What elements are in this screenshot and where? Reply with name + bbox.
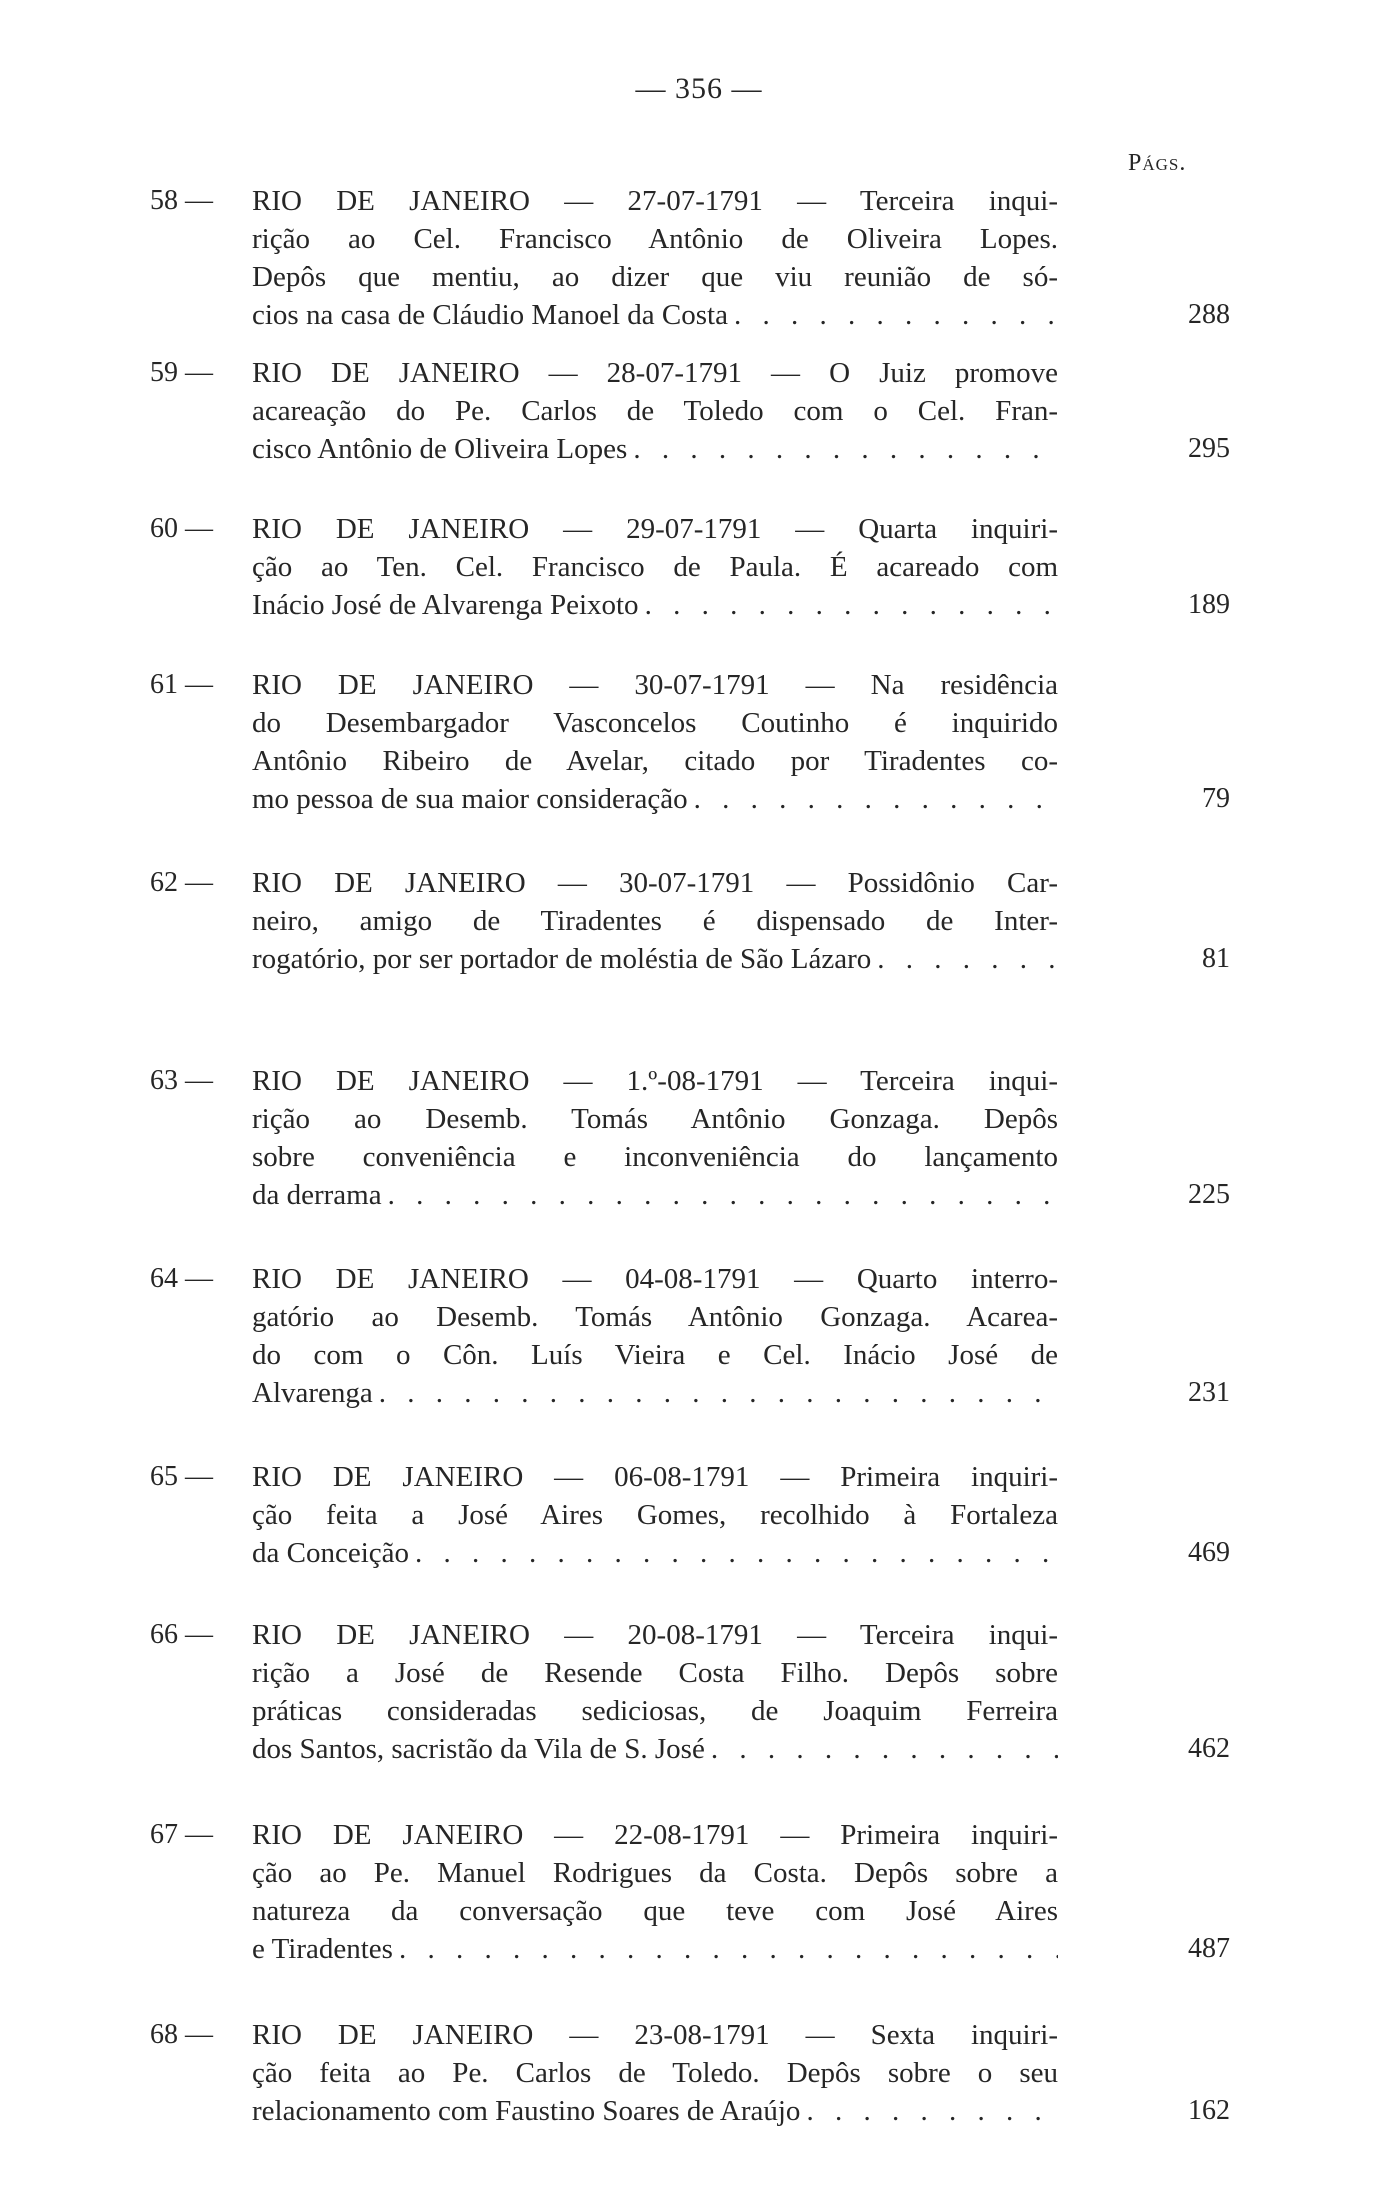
entry-line: ção feita a José Aires Gomes, recolhido à Fortaleza bbox=[252, 1499, 1058, 1531]
entry-line-text: rogatório, por ser portador de moléstia de São Lázaro bbox=[252, 943, 872, 975]
entry-line: ção feita ao Pe. Carlos de Toledo. Depôs sobre o seu bbox=[252, 2057, 1058, 2089]
index-entry bbox=[0, 1458, 1398, 1630]
index-entry bbox=[0, 182, 1398, 354]
entry-line: neiro, amigo de Tiradentes é dispensado de Inter- bbox=[252, 905, 1058, 937]
entry-page-ref: 469 bbox=[1188, 1537, 1230, 1568]
entry-number: 63 — bbox=[150, 1065, 213, 1096]
entry-text bbox=[252, 1816, 1058, 1968]
entry-line-text: relacionamento com Faustino Soares de Araújo bbox=[252, 2095, 801, 2127]
entry-number: 60 — bbox=[150, 513, 213, 544]
entry-line-last bbox=[252, 940, 1058, 978]
entry-line: RIO DE JANEIRO — 22-08-1791 — Primeira inquiri- bbox=[252, 1819, 1058, 1851]
dot-leader bbox=[633, 430, 1058, 468]
entry-line: sobre conveniência e inconveniência do lançamento bbox=[252, 1141, 1058, 1173]
entry-line-last bbox=[252, 2092, 1058, 2130]
index-entry bbox=[0, 354, 1398, 526]
page-number: — 356 — bbox=[635, 72, 763, 105]
index-entry bbox=[0, 1816, 1398, 1988]
entry-page-ref: 231 bbox=[1188, 1377, 1230, 1408]
entry-line-last bbox=[252, 780, 1058, 818]
entry-line-last bbox=[252, 586, 1058, 624]
entry-text bbox=[252, 666, 1058, 818]
entry-number: 67 — bbox=[150, 1819, 213, 1850]
dot-leader bbox=[806, 2092, 1058, 2130]
entry-line-text: Alvarenga bbox=[252, 1377, 373, 1409]
entry-line-last bbox=[252, 1730, 1058, 1768]
entry-line-text: cios na casa de Cláudio Manoel da Costa bbox=[252, 299, 728, 331]
entry-line-text: da Conceição bbox=[252, 1537, 410, 1569]
entry-number: 62 — bbox=[150, 867, 213, 898]
entry-line: gatório ao Desemb. Tomás Antônio Gonzaga. Acarea- bbox=[252, 1301, 1058, 1333]
index-entry bbox=[0, 1260, 1398, 1432]
entry-line-last bbox=[252, 1930, 1058, 1968]
entry-number: 61 — bbox=[150, 669, 213, 700]
dot-leader bbox=[399, 1930, 1058, 1968]
entry-line: Depôs que mentiu, ao dizer que viu reunião de só- bbox=[252, 261, 1058, 293]
entry-line: Antônio Ribeiro de Avelar, citado por Tiradentes co- bbox=[252, 745, 1058, 777]
entry-text bbox=[252, 182, 1058, 334]
entry-text bbox=[252, 1458, 1058, 1572]
entry-line-text: Inácio José de Alvarenga Peixoto bbox=[252, 589, 639, 621]
entry-text bbox=[252, 2016, 1058, 2130]
entry-line: do Desembargador Vasconcelos Coutinho é inquirido bbox=[252, 707, 1058, 739]
entry-text bbox=[252, 864, 1058, 978]
entry-text bbox=[252, 1260, 1058, 1412]
entry-page-ref: 189 bbox=[1188, 589, 1230, 620]
entry-page-ref: 295 bbox=[1188, 433, 1230, 464]
index-entry bbox=[0, 666, 1398, 838]
dot-leader bbox=[711, 1730, 1058, 1768]
entry-line: RIO DE JANEIRO — 20-08-1791 — Terceira inqui- bbox=[252, 1619, 1058, 1651]
entry-line: rição a José de Resende Costa Filho. Depôs sobre bbox=[252, 1657, 1058, 1689]
index-entry bbox=[0, 1062, 1398, 1234]
entry-line: RIO DE JANEIRO — 28-07-1791 — O Juiz promove bbox=[252, 357, 1058, 389]
entry-line: do com o Côn. Luís Vieira e Cel. Inácio José de bbox=[252, 1339, 1058, 1371]
index-entry bbox=[0, 2016, 1398, 2188]
entry-page-ref: 487 bbox=[1188, 1933, 1230, 1964]
entry-page-ref: 162 bbox=[1188, 2095, 1230, 2126]
entry-line-text: da derrama bbox=[252, 1179, 382, 1211]
entry-line: natureza da conversação que teve com José Aires bbox=[252, 1895, 1058, 1927]
entry-page-ref: 81 bbox=[1202, 943, 1230, 974]
dot-leader bbox=[645, 586, 1058, 624]
entry-number: 59 — bbox=[150, 357, 213, 388]
pages-column-header: Págs. bbox=[1128, 150, 1187, 176]
dot-leader bbox=[388, 1176, 1058, 1214]
entry-line: ção ao Pe. Manuel Rodrigues da Costa. Depôs sobre a bbox=[252, 1857, 1058, 1889]
entry-text bbox=[252, 354, 1058, 468]
dot-leader bbox=[694, 780, 1058, 818]
entry-line: RIO DE JANEIRO — 29-07-1791 — Quarta inquiri- bbox=[252, 513, 1058, 545]
index-entry bbox=[0, 510, 1398, 682]
entry-line: RIO DE JANEIRO — 04-08-1791 — Quarto interro- bbox=[252, 1263, 1058, 1295]
entry-line: RIO DE JANEIRO — 06-08-1791 — Primeira inquiri- bbox=[252, 1461, 1058, 1493]
entry-number: 58 — bbox=[150, 185, 213, 216]
entry-number: 64 — bbox=[150, 1263, 213, 1294]
entry-line: RIO DE JANEIRO — 23-08-1791 — Sexta inquiri- bbox=[252, 2019, 1058, 2051]
dot-leader bbox=[415, 1534, 1058, 1572]
entry-line-last bbox=[252, 296, 1058, 334]
entry-line-last bbox=[252, 430, 1058, 468]
entry-page-ref: 79 bbox=[1202, 783, 1230, 814]
dot-leader bbox=[734, 296, 1058, 334]
entry-page-ref: 462 bbox=[1188, 1733, 1230, 1764]
entry-line: práticas consideradas sediciosas, de Joaquim Ferreira bbox=[252, 1695, 1058, 1727]
entry-text bbox=[252, 1062, 1058, 1214]
dot-leader bbox=[379, 1374, 1058, 1412]
entry-line: RIO DE JANEIRO — 1.º-08-1791 — Terceira inqui- bbox=[252, 1065, 1058, 1097]
index-entry bbox=[0, 864, 1398, 1036]
entry-line: acareação do Pe. Carlos de Toledo com o Cel. Fran- bbox=[252, 395, 1058, 427]
entry-line-text: mo pessoa de sua maior consideração bbox=[252, 783, 688, 815]
entry-line: rição ao Cel. Francisco Antônio de Oliveira Lopes. bbox=[252, 223, 1058, 255]
index-entry bbox=[0, 1616, 1398, 1788]
entry-line-text: dos Santos, sacristão da Vila de S. José bbox=[252, 1733, 705, 1765]
entry-line-last bbox=[252, 1374, 1058, 1412]
entry-number: 66 — bbox=[150, 1619, 213, 1650]
entry-line: ção ao Ten. Cel. Francisco de Paula. É acareado com bbox=[252, 551, 1058, 583]
entry-line: rição ao Desemb. Tomás Antônio Gonzaga. Depôs bbox=[252, 1103, 1058, 1135]
entry-line-last bbox=[252, 1534, 1058, 1572]
entry-number: 65 — bbox=[150, 1461, 213, 1492]
entry-text bbox=[252, 1616, 1058, 1768]
entry-line: RIO DE JANEIRO — 30-07-1791 — Possidônio Car- bbox=[252, 867, 1058, 899]
entry-page-ref: 225 bbox=[1188, 1179, 1230, 1210]
entry-line-text: cisco Antônio de Oliveira Lopes bbox=[252, 433, 628, 465]
entry-line: RIO DE JANEIRO — 27-07-1791 — Terceira inqui- bbox=[252, 185, 1058, 217]
entry-page-ref: 288 bbox=[1188, 299, 1230, 330]
entry-line-last bbox=[252, 1176, 1058, 1214]
entry-text bbox=[252, 510, 1058, 624]
entry-line-text: e Tiradentes bbox=[252, 1933, 393, 1965]
entry-line: RIO DE JANEIRO — 30-07-1791 — Na residência bbox=[252, 669, 1058, 701]
entry-number: 68 — bbox=[150, 2019, 213, 2050]
dot-leader bbox=[877, 940, 1058, 978]
